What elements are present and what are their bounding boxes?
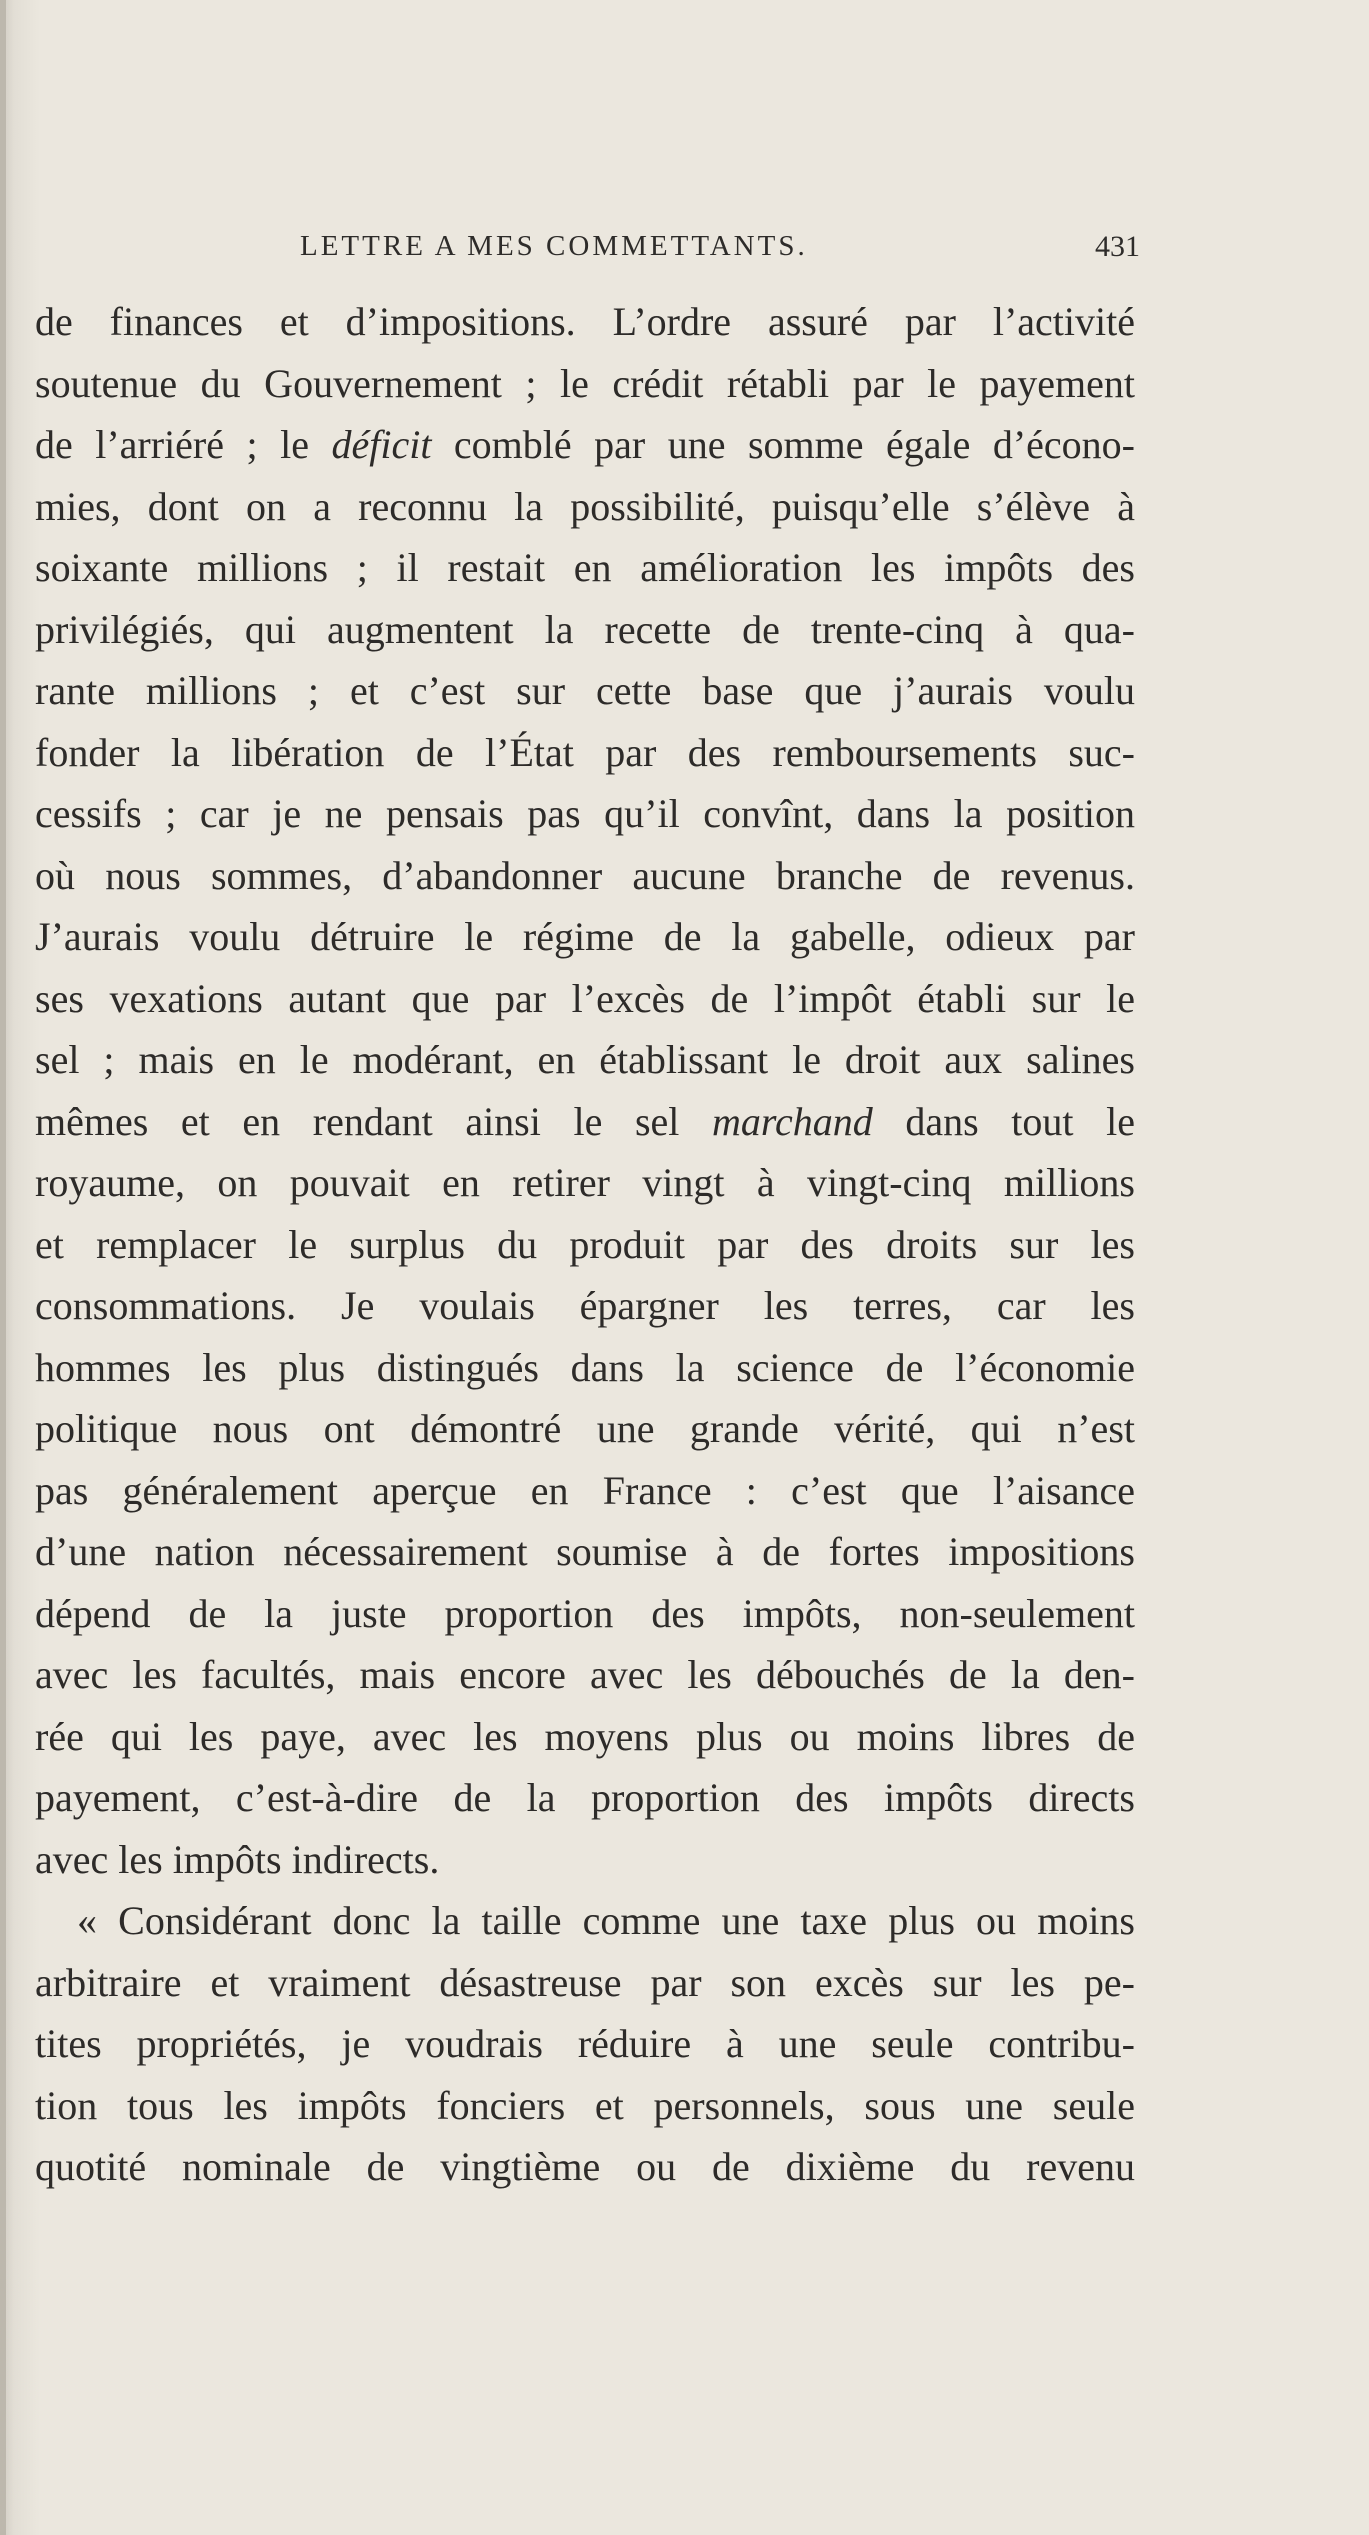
running-title: LETTRE A MES COMMETTANTS. bbox=[300, 230, 808, 262]
text-line bbox=[35, 1460, 1135, 1522]
text-segment: rante millions ; et c’est sur cette base que j’aurais voulu bbox=[35, 668, 1135, 713]
text-segment: de l’arriéré ; le bbox=[35, 422, 332, 467]
text-line bbox=[35, 1952, 1135, 2014]
text-segment: rée qui les paye, avec les moyens plus ou moins libres de bbox=[35, 1713, 1135, 1759]
text-segment: et remplacer le surplus du produit par des droits sur les bbox=[35, 1221, 1135, 1267]
text-segment: dépend de la juste proportion des impôts, non-seulement bbox=[35, 1590, 1135, 1636]
text-segment: soutenue du Gouvernement ; le crédit rétabli par le payement bbox=[35, 360, 1135, 406]
text-line bbox=[35, 845, 1135, 907]
italic-word: déficit bbox=[331, 422, 432, 467]
text-line bbox=[35, 968, 1135, 1030]
text-segment: mêmes et en rendant ainsi le sel bbox=[35, 1098, 712, 1144]
text-segment: où nous sommes, d’abandonner aucune branche de revenus. bbox=[35, 852, 1135, 898]
text-line bbox=[35, 2013, 1135, 2075]
text-line bbox=[35, 414, 1135, 476]
text-line bbox=[35, 2075, 1135, 2137]
text-line bbox=[35, 599, 1135, 661]
text-segment: sel ; mais en le modérant, en établissant le droit aux salines bbox=[35, 1037, 1135, 1082]
text-line bbox=[35, 783, 1135, 845]
text-line bbox=[35, 660, 1135, 722]
text-segment: d’une nation nécessairement soumise à de fortes impositions bbox=[35, 1529, 1135, 1574]
text-line bbox=[35, 1890, 1135, 1952]
text-line bbox=[35, 476, 1135, 538]
text-line bbox=[35, 1091, 1135, 1153]
text-segment: soixante millions ; il restait en amélioration les impôts des bbox=[35, 545, 1135, 590]
text-line bbox=[35, 1829, 1135, 1891]
page-gutter-shadow bbox=[0, 0, 6, 2535]
text-line bbox=[35, 1767, 1135, 1829]
running-header bbox=[300, 230, 1140, 270]
text-line bbox=[35, 722, 1135, 784]
text-segment: royaume, on pouvait en retirer vingt à vingt-cinq millions bbox=[35, 1160, 1135, 1205]
text-segment: arbitraire et vraiment désastreuse par son excès sur les pe- bbox=[35, 1959, 1135, 2005]
text-segment: J’aurais voulu détruire le régime de la gabelle, odieux par bbox=[35, 914, 1135, 959]
text-segment: tion tous les impôts fonciers et personnels, sous une seule bbox=[35, 2082, 1135, 2128]
text-segment: dans tout le bbox=[872, 1098, 1135, 1144]
text-segment: hommes les plus distingués dans la science de l’économie bbox=[35, 1344, 1135, 1390]
text-line bbox=[35, 1029, 1135, 1091]
text-segment: comblé par une somme égale d’écono- bbox=[431, 422, 1135, 467]
text-segment: ses vexations autant que par l’excès de l’impôt établi sur le bbox=[35, 975, 1135, 1021]
text-line bbox=[35, 353, 1135, 415]
text-line bbox=[35, 291, 1135, 353]
text-segment: pas généralement aperçue en France : c’est que l’aisance bbox=[35, 1467, 1135, 1513]
text-segment: tites propriétés, je voudrais réduire à une seule contribu- bbox=[35, 2021, 1135, 2066]
text-segment: quotité nominale de vingtième ou de dixième du revenu bbox=[35, 2144, 1135, 2189]
text-line bbox=[35, 1275, 1135, 1337]
text-segment: cessifs ; car je ne pensais pas qu’il convînt, dans la position bbox=[35, 791, 1135, 836]
text-segment: mies, dont on a reconnu la possibilité, puisqu’elle s’élève à bbox=[35, 483, 1135, 529]
text-line bbox=[35, 906, 1135, 968]
text-line bbox=[35, 1214, 1135, 1276]
text-line bbox=[35, 537, 1135, 599]
text-segment: avec les impôts indirects. bbox=[35, 1836, 440, 1882]
text-line bbox=[35, 1337, 1135, 1399]
text-segment: « Considérant donc la taille comme une taxe plus ou moins bbox=[77, 1898, 1135, 1943]
body-text bbox=[35, 291, 1135, 2198]
text-line bbox=[35, 1706, 1135, 1768]
text-line bbox=[35, 1644, 1135, 1706]
text-segment: privilégiés, qui augmentent la recette de trente-cinq à qua- bbox=[35, 606, 1135, 652]
text-line bbox=[35, 1398, 1135, 1460]
text-segment: consommations. Je voulais épargner les terres, car les bbox=[35, 1283, 1135, 1328]
text-line bbox=[35, 2136, 1135, 2198]
page-number: 431 bbox=[1095, 230, 1140, 263]
text-segment: payement, c’est-à-dire de la proportion des impôts directs bbox=[35, 1775, 1135, 1820]
text-segment: avec les facultés, mais encore avec les débouchés de la den- bbox=[35, 1652, 1135, 1697]
text-segment: politique nous ont démontré une grande vérité, qui n’est bbox=[35, 1406, 1135, 1451]
text-line bbox=[35, 1583, 1135, 1645]
text-line bbox=[35, 1152, 1135, 1214]
text-segment: de finances et d’impositions. L’ordre assuré par l’activité bbox=[35, 299, 1135, 344]
text-segment: fonder la libération de l’État par des remboursements suc- bbox=[35, 729, 1135, 775]
italic-word: marchand bbox=[712, 1098, 873, 1144]
text-line bbox=[35, 1521, 1135, 1583]
